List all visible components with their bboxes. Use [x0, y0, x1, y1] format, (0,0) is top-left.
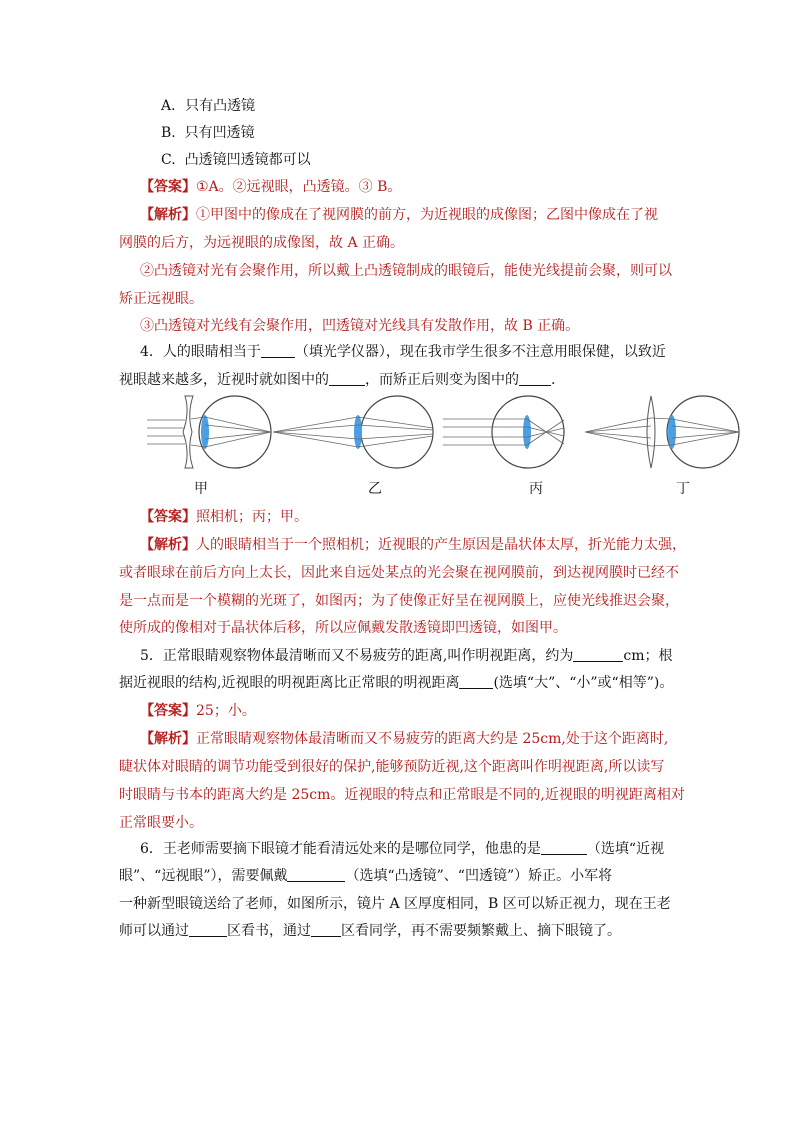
answer-blank: [573, 647, 623, 662]
analysis-tag: 【解析】: [140, 207, 196, 223]
q5-analysis-line1: 【解析】正常眼睛观察物体最清晰而又不易疲劳的距离大约是 25cm,处于这个距离时,: [140, 731, 669, 747]
answer-blank: [261, 343, 295, 358]
q5-question-line1: 5．正常眼睛观察物体最清晰而又不易疲劳的距离,叫作明视距离，约为 cm；根: [140, 648, 673, 664]
answer-tag: 【答案】: [140, 509, 196, 525]
answer-blank: [459, 674, 493, 689]
q3-answer-line: [140, 177, 401, 197]
q5-answer-line: [140, 701, 256, 721]
eyeball-icon: [667, 396, 739, 468]
diagram-jia: [147, 396, 271, 468]
answer-blank: [541, 840, 587, 855]
answer-blank: [329, 371, 365, 386]
eyeball-icon: [361, 396, 433, 468]
q5-analysis-line4: 正常眼要小。: [119, 815, 203, 831]
crystalline-lens-icon: [668, 415, 676, 449]
q6-question-line2: 眼”、“远视眼”），需要佩戴 （选填“凸透镜”、“凹透镜”）矫正。小军将: [119, 868, 613, 884]
q6-question-line4: 师可以通过 区看书，通过 区看同学，再不需要频繁戴上、摘下眼镜了。: [119, 923, 621, 939]
q4-analysis-line1: 【解析】人的眼睛相当于一个照相机；近视眼的产生原因是晶状体太厚，折光能力太强，: [140, 537, 686, 553]
q4-analysis-line2: 或者眼球在前后方向上太长，因此来自远处某点的光会聚在视网膜前，到达视网膜时已经不: [119, 565, 679, 581]
q5-answer: 25；小。: [196, 703, 256, 719]
diagram-bing: [443, 396, 564, 468]
q4-analysis-line3: 是一点而是一个模糊的光斑了，如图丙；为了使像正好呈在视网膜上，应使光线推迟会聚，: [119, 593, 679, 609]
answer-tag: 【答案】: [140, 179, 196, 195]
q3-analysis-line3: ②凸透镜对光有会聚作用，所以戴上凸透镜制成的眼镜后，能使光线提前会聚，则可以: [140, 263, 672, 279]
crystalline-lens-icon: [523, 415, 531, 449]
concave-lens-icon: [183, 396, 193, 468]
q6-question-line1: 6．王老师需要摘下眼镜才能看清远处来的是哪位同学，他患的是 （选填“近视: [140, 841, 665, 857]
eyeball-icon: [199, 396, 271, 468]
convex-lens-icon: [647, 396, 655, 468]
diagram-yi: [273, 396, 433, 468]
q4-question-line1: 4．人的眼睛相当于 （填光学仪器），现在我市学生很多不注意用眼保健，以致近: [140, 344, 666, 360]
diagram-label-ding: 丁: [676, 481, 690, 497]
option-c: C. 凸透镜凹透镜都可以: [161, 152, 311, 168]
analysis-tag: 【解析】: [140, 731, 196, 747]
answer-blank: [311, 922, 341, 937]
answer-blank: [519, 371, 551, 386]
q3-analysis-line4: 矫正远视眼。: [119, 291, 203, 307]
q4-analysis-line4: 使所成的像相对于晶状体后移，所以应佩戴发散透镜即凹透镜，如图甲。: [119, 620, 567, 636]
diagram-label-jia: 甲: [194, 481, 208, 497]
q6-question-line3: 一种新型眼镜送给了老师，如图所示，镜片 A 区厚度相同，B 区可以矫正视力，现在王老: [119, 896, 671, 912]
q5-question-line2: 据近视眼的结构,近视眼的明视距离比正常眼的明视距离 (选填“大”、“小”或“相等”)。: [119, 675, 674, 691]
q5-analysis-line3: 时眼睛与书本的距离大约是 25cm。近视眼的特点和正常眼是不同的,近视眼的明视距离相对: [119, 787, 685, 803]
q4-question-line2: 视眼越来越多，近视时就如图中的 ，而矫正后则变为图中的 .: [119, 372, 556, 388]
q4-answer: 照相机；丙；甲。: [196, 509, 308, 525]
q5-analysis-line2: 睫状体对眼睛的调节功能受到很好的保护,能够预防近视,这个距离叫作明视距离,所以读写: [119, 759, 665, 775]
option-b: B. 只有凹透镜: [161, 125, 255, 141]
eye-diagrams: [145, 392, 765, 504]
option-a: A．只有凸透镜: [161, 98, 256, 114]
answer-blank: [189, 922, 227, 937]
q4-answer-line: [140, 507, 308, 527]
diagram-label-yi: 乙: [368, 481, 382, 497]
eye-diagrams-svg: [145, 392, 765, 472]
diagram-label-bing: 丙: [529, 481, 543, 497]
q3-analysis-line2: 网膜的后方，为远视眼的成像图，故 A 正确。: [119, 235, 405, 251]
crystalline-lens-icon: [354, 415, 362, 449]
diagram-ding: [585, 396, 739, 468]
answer-blank: [287, 867, 345, 882]
crystalline-lens-icon: [201, 415, 209, 449]
answer-tag: 【答案】: [140, 703, 196, 719]
q3-answer: ①A。②远视眼，凸透镜。③ B。: [196, 179, 402, 195]
q3-analysis-line5: ③凸透镜对光线有会聚作用，凹透镜对光线具有发散作用，故 B 正确。: [140, 318, 580, 334]
analysis-tag: 【解析】: [140, 537, 196, 553]
q3-analysis-line1: 【解析】①甲图中的像成在了视网膜的前方，为近视眼的成像图；乙图中像成在了视: [140, 207, 658, 223]
